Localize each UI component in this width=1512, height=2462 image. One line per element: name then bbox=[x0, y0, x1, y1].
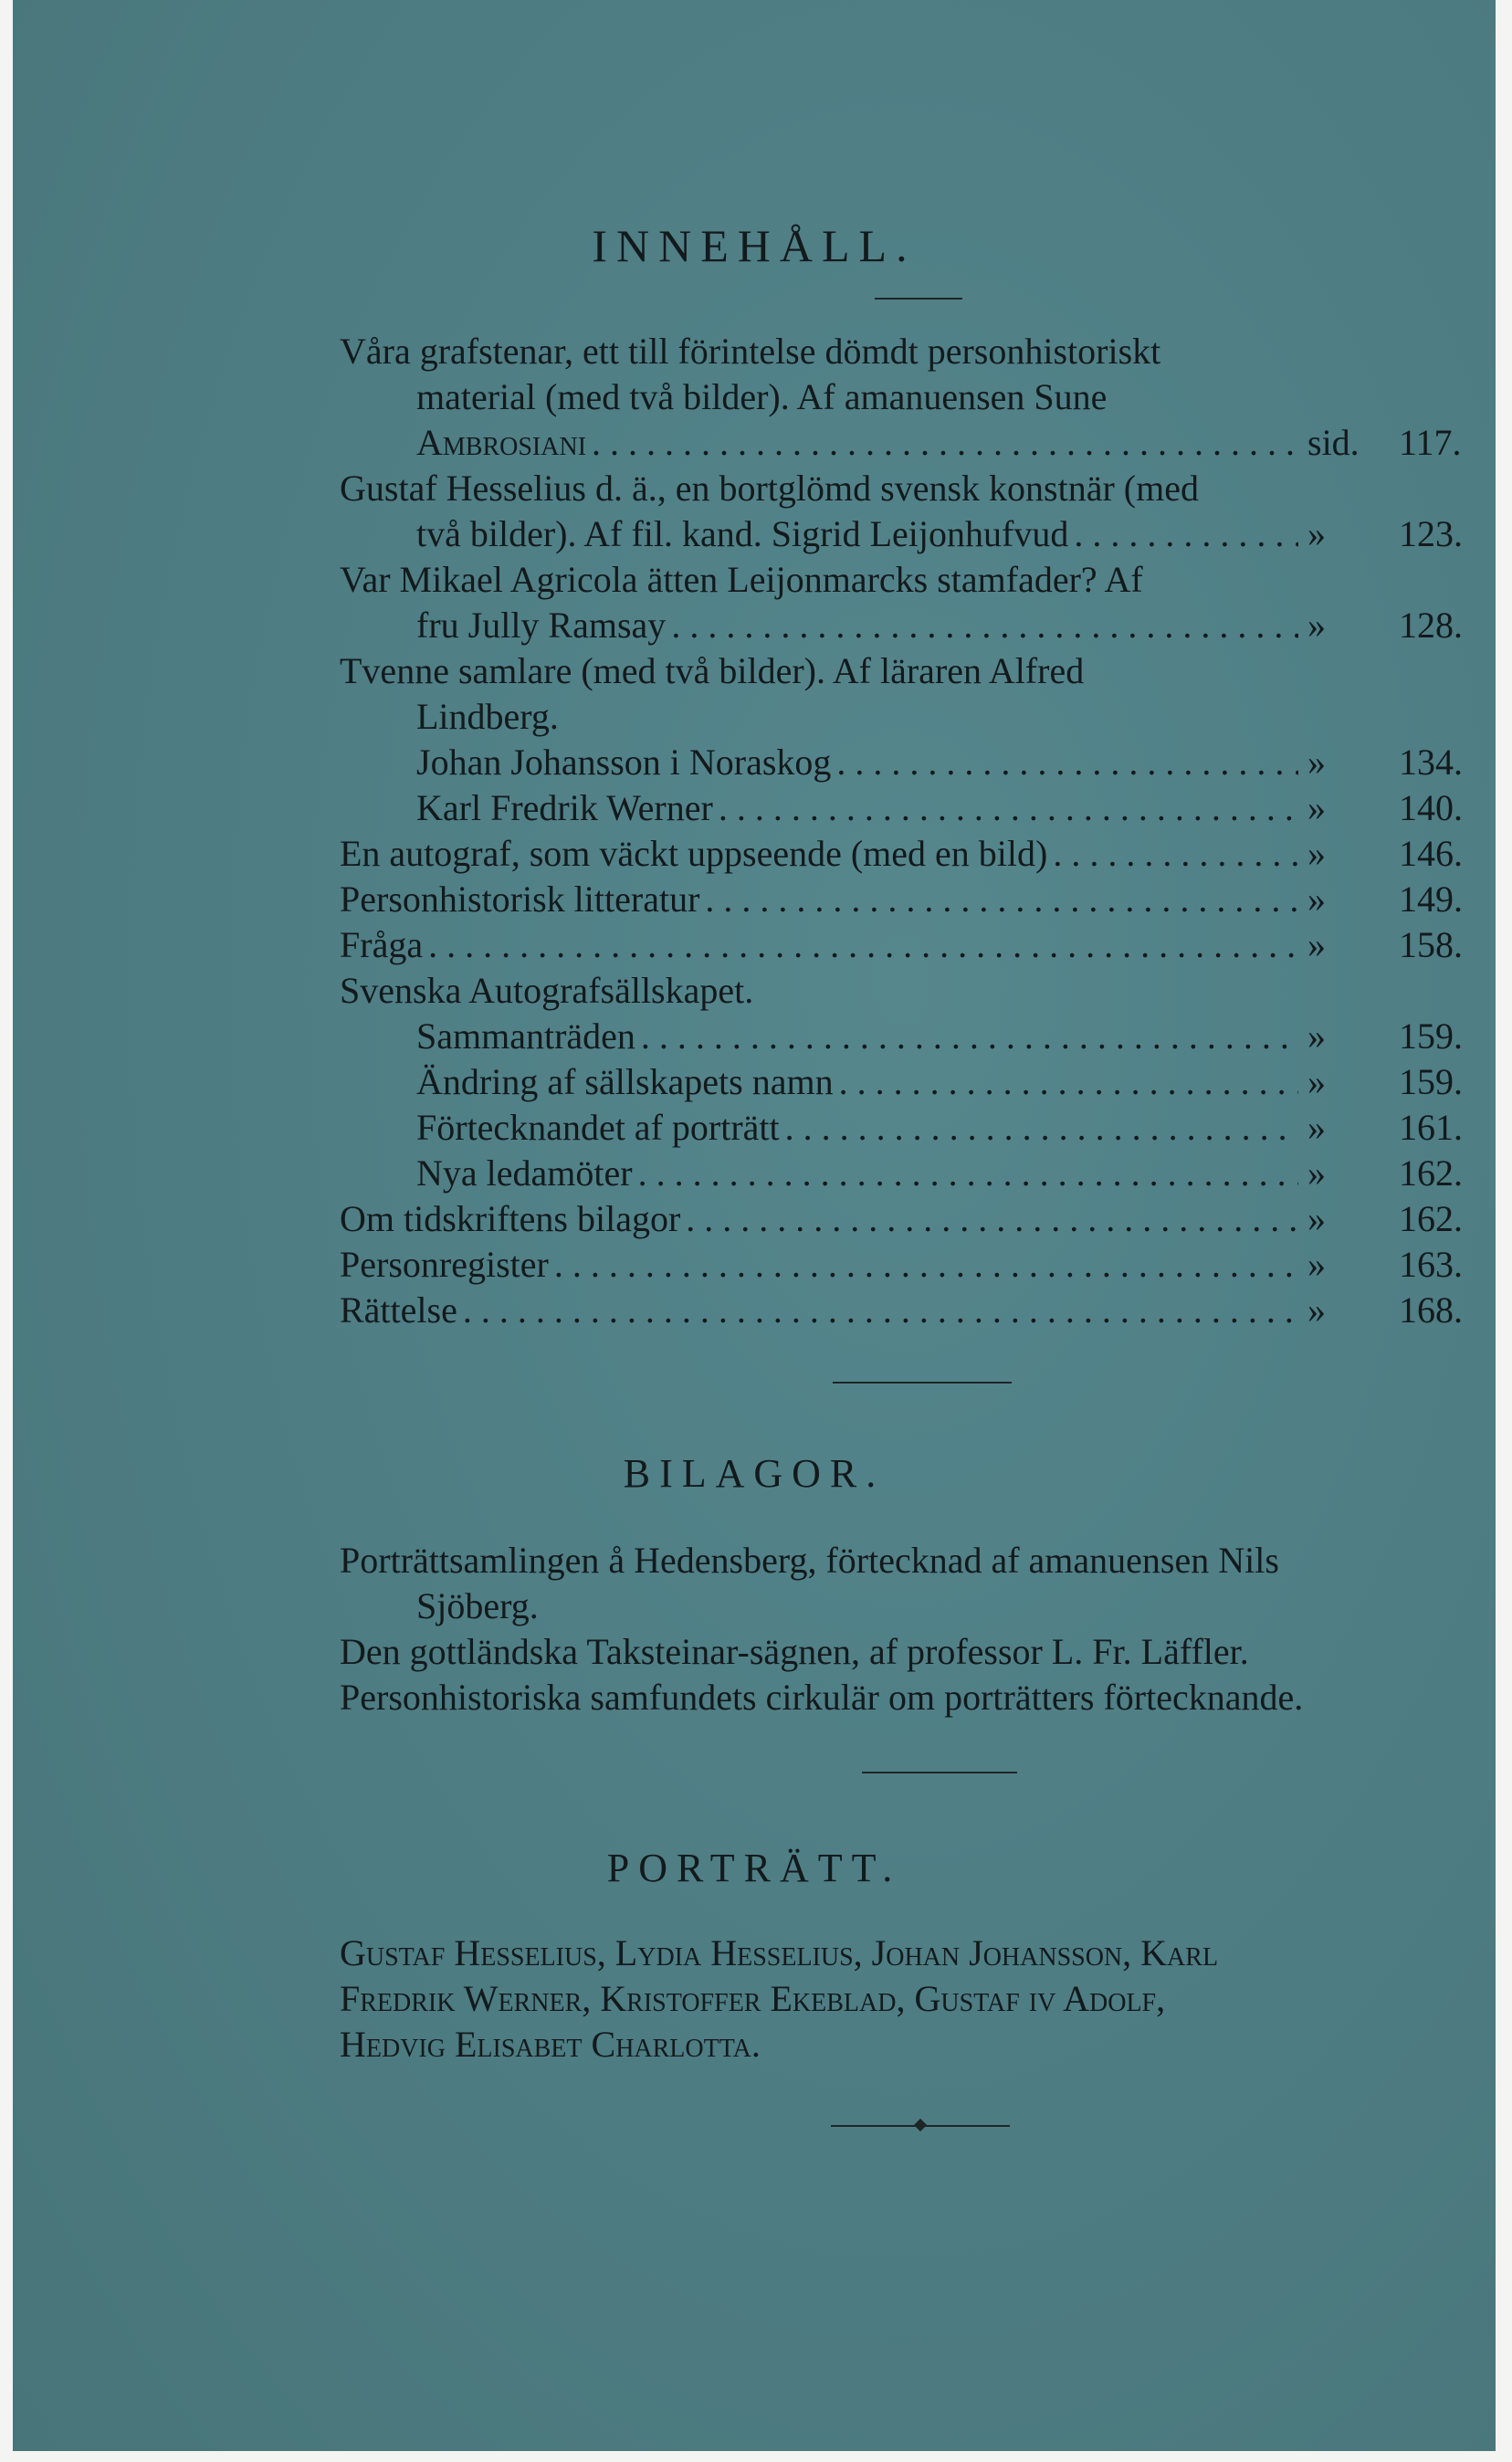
toc-text: Fråga bbox=[340, 924, 424, 965]
toc-entry bbox=[340, 831, 1490, 877]
dot-leader bbox=[586, 420, 1298, 466]
toc-text: Om tidskriftens bilagor bbox=[340, 1198, 681, 1239]
dot-leader bbox=[831, 740, 1298, 785]
portratt-list bbox=[340, 1931, 1490, 2067]
dot-leader bbox=[780, 1105, 1298, 1151]
section-rule-2 bbox=[862, 1772, 1017, 1773]
page-ref bbox=[1298, 1288, 1490, 1333]
toc-line bbox=[340, 466, 1490, 511]
page-ref bbox=[1298, 831, 1490, 877]
page-prefix: » bbox=[1307, 1244, 1326, 1285]
page-number: 162. bbox=[1399, 1198, 1463, 1239]
toc-entry bbox=[340, 511, 1490, 557]
page-number: 146. bbox=[1399, 833, 1463, 874]
dot-leader bbox=[834, 1059, 1298, 1105]
page-ref bbox=[1298, 1059, 1490, 1105]
toc-text: Svenska Autografsällskapet. bbox=[340, 970, 754, 1011]
toc-entry bbox=[340, 740, 1490, 785]
toc-line bbox=[340, 374, 1490, 420]
page-prefix: » bbox=[1307, 1061, 1326, 1102]
page-prefix: » bbox=[1307, 1015, 1326, 1057]
bilagor-line: Personhistoriska samfundets cirkulär om porträtters förtecknande. bbox=[340, 1677, 1304, 1718]
table-of-contents bbox=[340, 329, 1490, 1333]
toc-text: Ambrosiani bbox=[416, 422, 587, 463]
toc-entry bbox=[340, 420, 1490, 466]
toc-entry bbox=[340, 922, 1490, 968]
page-ref bbox=[1298, 785, 1490, 831]
portratt-line: Hedvig Elisabet Charlotta. bbox=[340, 2024, 761, 2065]
dot-leader bbox=[713, 785, 1298, 831]
page-prefix: » bbox=[1307, 1198, 1326, 1239]
section-rule-1 bbox=[833, 1382, 1012, 1384]
dot-leader bbox=[699, 877, 1298, 922]
page-ref bbox=[1298, 1151, 1490, 1196]
toc-text: Karl Fredrik Werner bbox=[416, 787, 713, 828]
toc-entry bbox=[340, 1151, 1490, 1196]
page-number: 161. bbox=[1399, 1107, 1463, 1148]
toc-entry bbox=[340, 1196, 1490, 1242]
page-prefix: » bbox=[1307, 1152, 1326, 1194]
toc-text: Ändring af sällskapets namn bbox=[416, 1061, 834, 1102]
page-number: 149. bbox=[1399, 879, 1463, 920]
page-prefix: » bbox=[1307, 513, 1326, 554]
page-number: 159. bbox=[1399, 1061, 1463, 1102]
dot-leader bbox=[1047, 831, 1298, 877]
portratt-heading: PORTRÄTT. bbox=[606, 1846, 902, 1890]
toc-text: Johan Johansson i Noraskog bbox=[416, 742, 832, 783]
toc-text: Nya ledamöter bbox=[416, 1152, 633, 1194]
page-number: 159. bbox=[1399, 1015, 1463, 1057]
toc-entry bbox=[340, 1288, 1490, 1333]
page-prefix: » bbox=[1307, 1107, 1326, 1148]
page-prefix: » bbox=[1307, 742, 1326, 783]
page-prefix: » bbox=[1307, 605, 1326, 646]
toc-text: Tvenne samlare (med två bilder). Af läraren Alfred bbox=[340, 650, 1085, 691]
title-rule bbox=[875, 298, 962, 300]
page-prefix: » bbox=[1307, 833, 1326, 874]
toc-line bbox=[340, 557, 1490, 603]
page-ref bbox=[1298, 740, 1490, 785]
page-ref bbox=[1298, 511, 1490, 557]
toc-entry bbox=[340, 1105, 1490, 1151]
cover-page bbox=[13, 0, 1496, 2451]
toc-text: Förtecknandet af porträtt bbox=[416, 1107, 780, 1148]
page-prefix: » bbox=[1307, 787, 1326, 828]
end-ornament bbox=[831, 2117, 1010, 2135]
page-prefix: » bbox=[1307, 924, 1326, 965]
page-number: 163. bbox=[1399, 1244, 1463, 1285]
page-number: 123. bbox=[1399, 513, 1463, 554]
toc-text: Personregister bbox=[340, 1244, 549, 1285]
portratt-line: Fredrik Werner, Kristoffer Ekeblad, Gustaf iv Adolf, bbox=[340, 1978, 1166, 2019]
toc-entry bbox=[340, 694, 1490, 740]
toc-line bbox=[340, 329, 1490, 374]
page-ref bbox=[1298, 1242, 1490, 1288]
dot-leader bbox=[457, 1288, 1298, 1333]
page-number: 140. bbox=[1399, 787, 1463, 828]
toc-entry bbox=[340, 785, 1490, 831]
page-ref bbox=[1298, 1105, 1490, 1151]
page-number: 158. bbox=[1399, 924, 1463, 965]
toc-text: Gustaf Hesselius d. ä., en bortglömd svensk konstnär (med bbox=[340, 468, 1199, 509]
page-number: 128. bbox=[1399, 605, 1463, 646]
bilagor-line: Sjöberg. bbox=[416, 1585, 539, 1626]
toc-text: Var Mikael Agricola ätten Leijonmarcks stamfader? Af bbox=[340, 559, 1143, 600]
toc-text: Lindberg. bbox=[416, 696, 559, 737]
page-ref bbox=[1298, 1196, 1490, 1242]
dot-leader bbox=[1068, 511, 1298, 557]
page-ref bbox=[1298, 1014, 1490, 1059]
toc-text: En autograf, som väckt uppseende (med en bild) bbox=[340, 833, 1048, 874]
bilagor-line: Den gottländska Taksteinar-sägnen, af professor L. Fr. Läffler. bbox=[340, 1631, 1249, 1672]
dot-leader bbox=[666, 603, 1298, 648]
diamond-ornament-icon bbox=[914, 2119, 927, 2131]
toc-text: material (med två bilder). Af amanuensen Sune bbox=[416, 376, 1108, 417]
page-prefix: sid. bbox=[1307, 422, 1360, 463]
page-number: 117. bbox=[1399, 422, 1462, 463]
bilagor-list bbox=[340, 1538, 1490, 1720]
page-number: 134. bbox=[1399, 742, 1463, 783]
toc-entry bbox=[340, 1242, 1490, 1288]
page-prefix: » bbox=[1307, 1289, 1326, 1331]
toc-text: Sammanträden bbox=[416, 1015, 635, 1057]
toc-text: Personhistorisk litteratur bbox=[340, 879, 700, 920]
dot-leader bbox=[549, 1242, 1298, 1288]
toc-text: Våra grafstenar, ett till förintelse dömdt personhistoriskt bbox=[340, 331, 1161, 372]
page-number: 162. bbox=[1399, 1152, 1463, 1194]
page-ref bbox=[1298, 877, 1490, 922]
page-title: INNEHÅLL. bbox=[592, 220, 917, 271]
toc-entry bbox=[340, 1014, 1490, 1059]
bilagor-line: Porträttsamlingen å Hedensberg, förtecknad af amanuensen Nils bbox=[340, 1540, 1279, 1581]
dot-leader bbox=[680, 1196, 1298, 1242]
page-ref bbox=[1298, 922, 1490, 968]
page-prefix: » bbox=[1307, 879, 1326, 920]
page-ref bbox=[1298, 603, 1490, 648]
dot-leader bbox=[635, 1014, 1298, 1059]
dot-leader bbox=[423, 922, 1298, 968]
toc-text: två bilder). Af fil. kand. Sigrid Leijonhufvud bbox=[416, 513, 1069, 554]
dot-leader bbox=[633, 1151, 1298, 1196]
page-ref bbox=[1298, 420, 1490, 466]
bilagor-heading: BILAGOR. bbox=[623, 1451, 886, 1496]
toc-line bbox=[340, 648, 1490, 694]
toc-entry bbox=[340, 968, 1490, 1014]
toc-text: fru Jully Ramsay bbox=[416, 605, 667, 646]
toc-entry bbox=[340, 1059, 1490, 1105]
toc-text: Rättelse bbox=[340, 1289, 457, 1331]
page-number: 168. bbox=[1399, 1289, 1463, 1331]
toc-entry bbox=[340, 877, 1490, 922]
toc-entry bbox=[340, 603, 1490, 648]
portratt-line: Gustaf Hesselius, Lydia Hesselius, Johan Johansson, Karl bbox=[340, 1932, 1219, 1973]
